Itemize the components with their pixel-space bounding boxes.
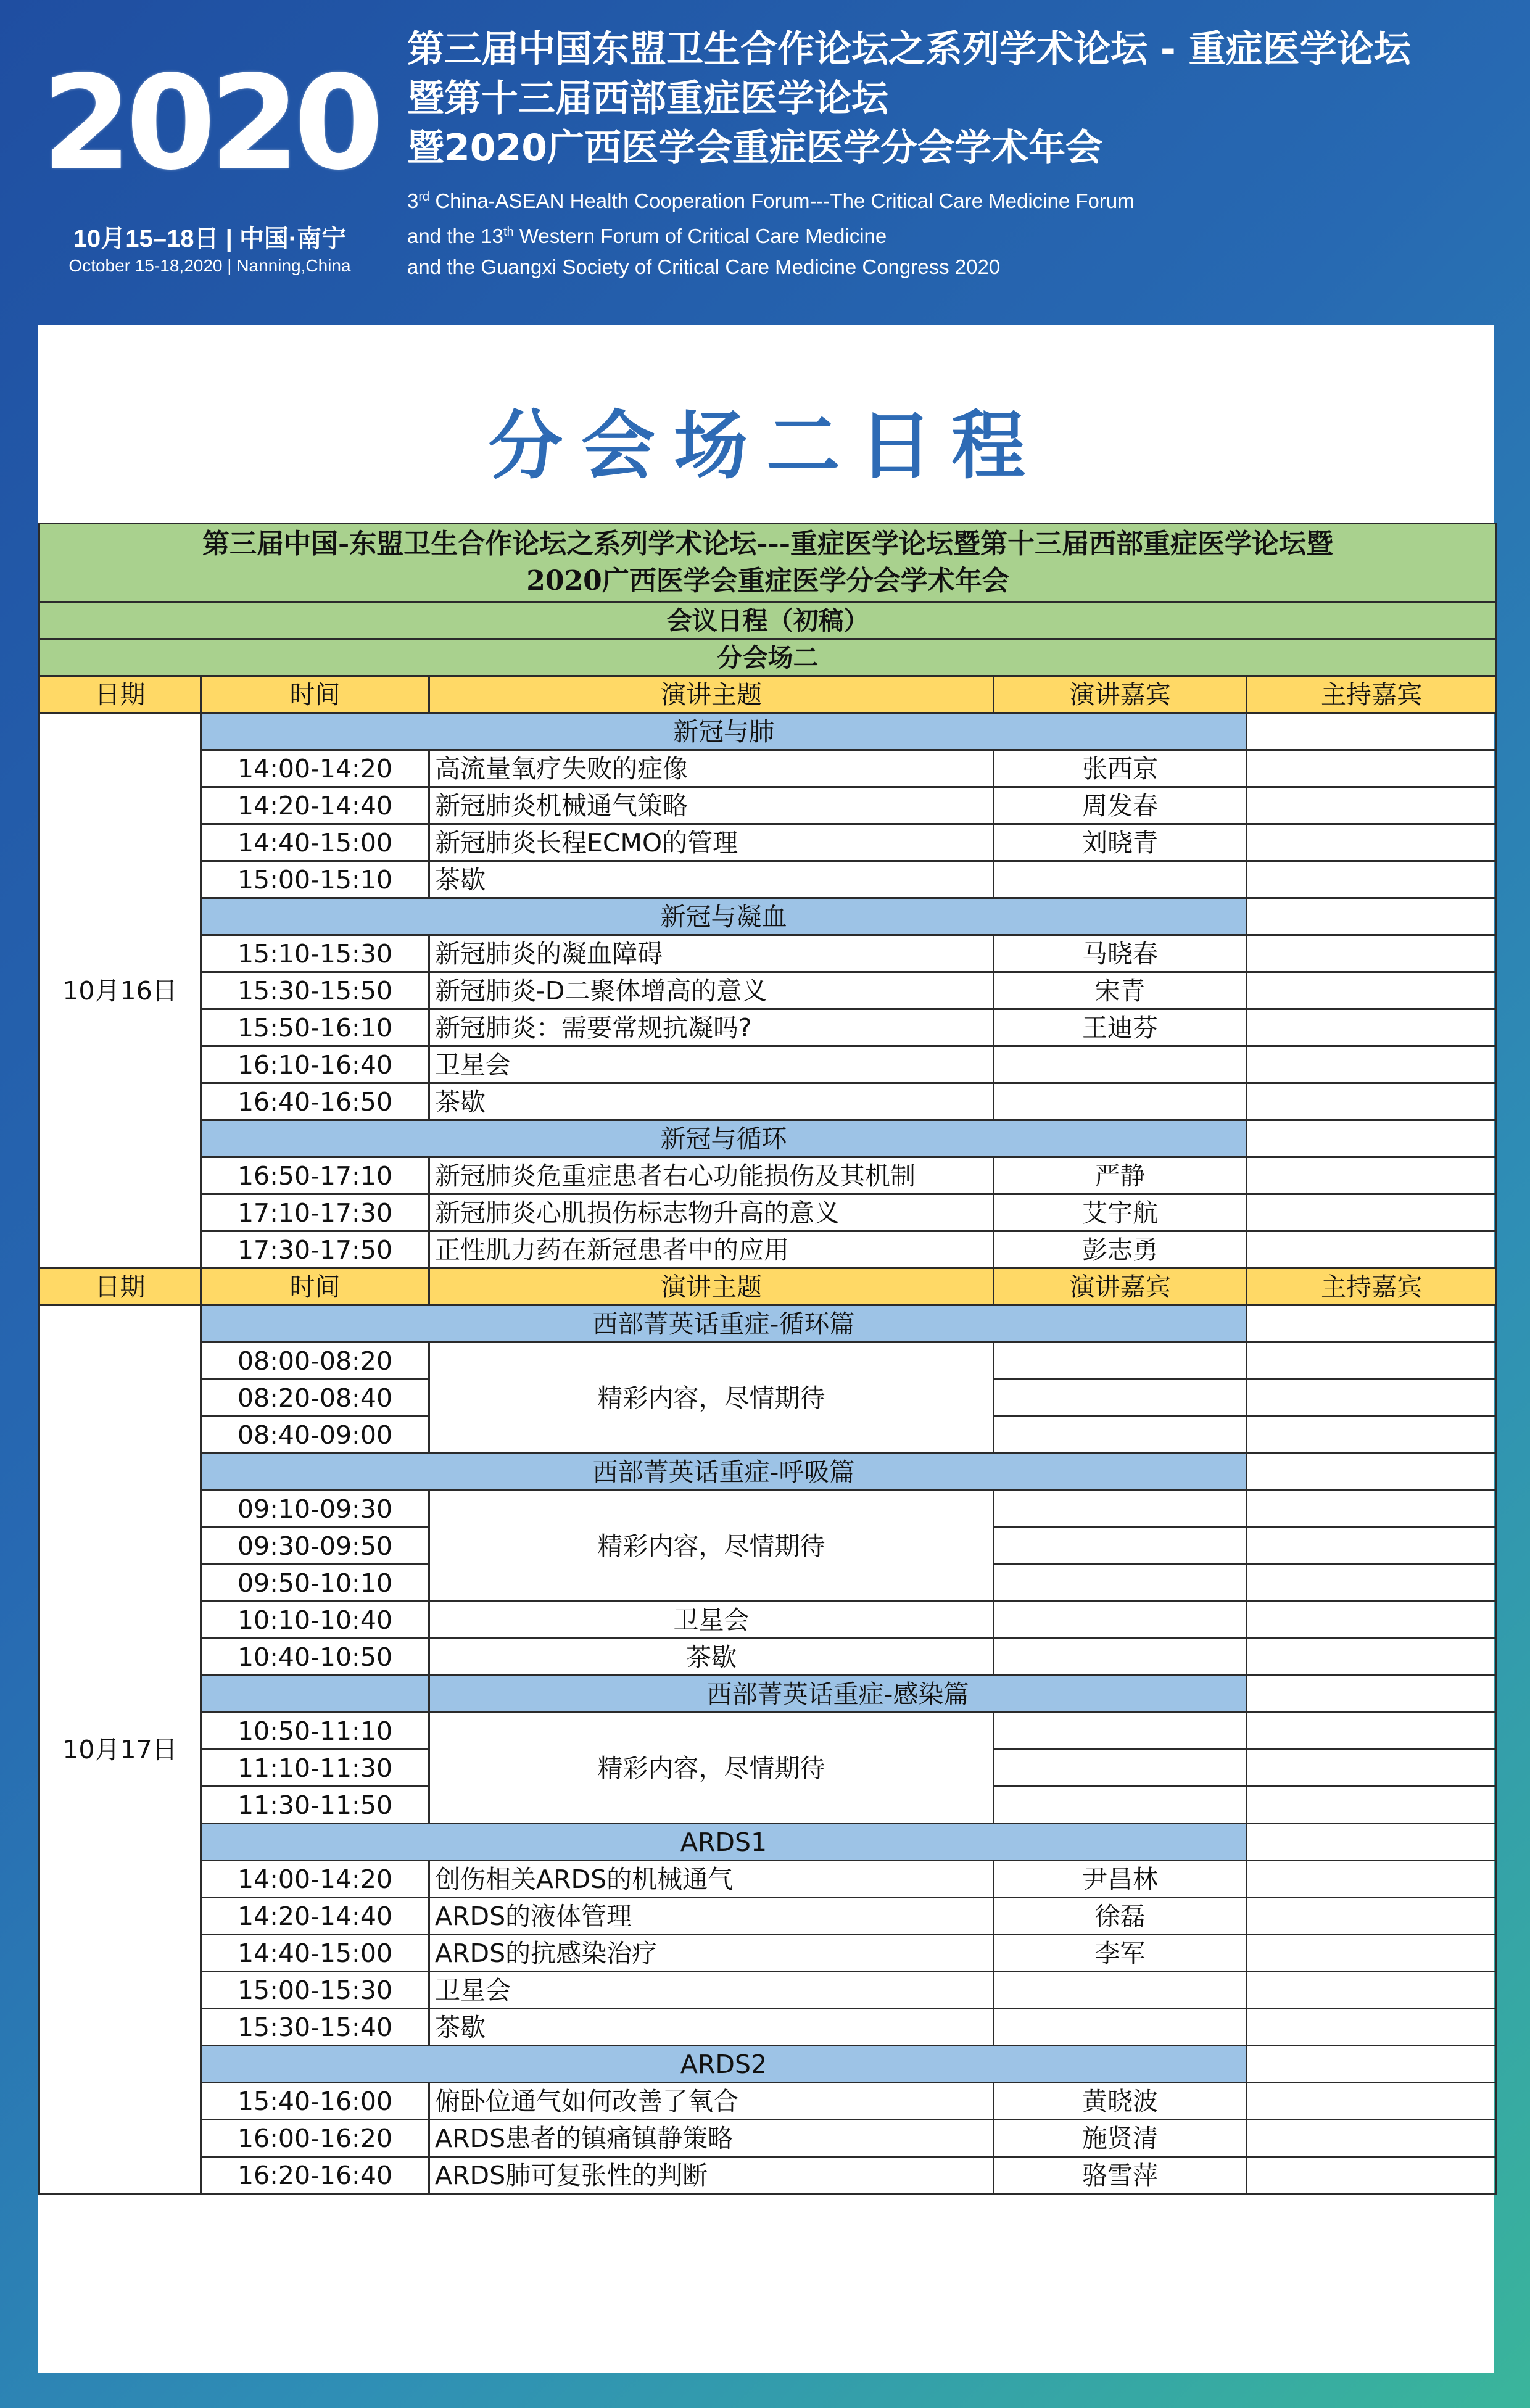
time-cell: 14:00-14:20 (201, 1861, 429, 1898)
time-cell: 14:00-14:20 (201, 750, 429, 787)
time-cell: 14:20-14:40 (201, 787, 429, 824)
host-cell (1247, 1639, 1497, 1676)
host-cell (1247, 1861, 1497, 1898)
topic-cell: 新冠肺炎长程ECMO的管理 (429, 824, 994, 861)
table-row (39, 2157, 1497, 2194)
page-title: 分会场二日程 (489, 402, 1044, 489)
col-host: 主持嘉宾 (1247, 676, 1497, 713)
host-cell (1247, 861, 1497, 898)
speaker-cell (994, 1417, 1247, 1454)
time-cell: 11:30-11:50 (201, 1787, 429, 1824)
topic-cell: ARDS肺可复张性的判断 (429, 2157, 994, 2194)
schedule-table (38, 523, 1497, 2195)
topic-cell: ARDS的抗感染治疗 (429, 1935, 994, 1972)
col-time: 时间 (201, 1268, 429, 1305)
logo-dates-cn: 10月15–18日 | 中国·南宁 (73, 225, 347, 252)
topic-cell: 新冠肺炎机械通气策略 (429, 787, 994, 824)
host-cell (1247, 1935, 1497, 1972)
host-cell (1247, 898, 1497, 935)
date-cell: 10月16日 (39, 713, 201, 1268)
time-cell: 16:50-17:10 (201, 1157, 429, 1194)
host-cell (1247, 1602, 1497, 1639)
speaker-cell: 宋青 (994, 972, 1247, 1009)
topic-cell: 卫星会 (429, 1972, 994, 2009)
host-cell (1247, 824, 1497, 861)
speaker-cell: 李军 (994, 1935, 1247, 1972)
session-title: 新冠与循环 (201, 1120, 1247, 1157)
session-title: 新冠与凝血 (201, 898, 1247, 935)
speaker-cell (994, 1713, 1247, 1750)
table-row (39, 972, 1497, 1009)
speaker-cell: 艾宇航 (994, 1194, 1247, 1231)
speaker-cell: 张西京 (994, 750, 1247, 787)
host-cell (1247, 1046, 1497, 1083)
topic-cell: 精彩内容，尽情期待 (429, 1713, 994, 1824)
time-cell: 14:40-15:00 (201, 1935, 429, 1972)
time-cell: 15:10-15:30 (201, 935, 429, 972)
host-cell (1247, 2009, 1497, 2046)
time-cell: 17:10-17:30 (201, 1194, 429, 1231)
table-row (39, 1343, 1497, 1380)
logo-year: 2020 (41, 48, 378, 199)
table-row (39, 787, 1497, 824)
title-en-3: and the Guangxi Society of Critical Care Medicine Congress 2020 (407, 255, 1001, 278)
topic-cell: 创伤相关ARDS的机械通气 (429, 1861, 994, 1898)
column-header-row (39, 676, 1497, 713)
col-speaker: 演讲嘉宾 (994, 1268, 1247, 1305)
host-cell (1247, 1528, 1497, 1565)
host-cell (1247, 1972, 1497, 2009)
host-cell (1247, 1750, 1497, 1787)
title-en-2-sup: th (503, 225, 514, 239)
table-row (39, 1491, 1497, 1528)
title-en-1-text: China-ASEAN Health Cooperation Forum---The Critical Care Medicine Forum (429, 189, 1135, 212)
host-cell (1247, 1417, 1497, 1454)
title-en-1-num: 3 (407, 189, 419, 212)
session-title: ARDS1 (201, 1824, 1247, 1861)
host-cell (1247, 750, 1497, 787)
table-row (39, 1713, 1497, 1750)
time-cell: 09:50-10:10 (201, 1565, 429, 1602)
topic-cell: 茶歇 (429, 1639, 994, 1676)
speaker-cell (994, 1565, 1247, 1602)
table-row (39, 1639, 1497, 1676)
speaker-cell: 王迪芬 (994, 1009, 1247, 1046)
venue-row (39, 639, 1497, 676)
speaker-cell: 严静 (994, 1157, 1247, 1194)
time-cell: 17:30-17:50 (201, 1231, 429, 1268)
host-cell (1247, 1787, 1497, 1824)
table-row (39, 1157, 1497, 1194)
speaker-cell (994, 2009, 1247, 2046)
host-cell (1247, 1454, 1497, 1491)
host-cell (1247, 1898, 1497, 1935)
speaker-cell: 刘晓青 (994, 824, 1247, 861)
session-row (39, 1454, 1497, 1491)
col-topic: 演讲主题 (429, 676, 994, 713)
speaker-cell (994, 1491, 1247, 1528)
time-cell: 10:10-10:40 (201, 1602, 429, 1639)
time-cell: 08:40-09:00 (201, 1417, 429, 1454)
table-row (39, 1972, 1497, 2009)
table-row (39, 2083, 1497, 2120)
topic-cell: ARDS患者的镇痛镇静策略 (429, 2120, 994, 2157)
time-cell: 15:00-15:30 (201, 1972, 429, 2009)
topic-cell: 茶歇 (429, 861, 994, 898)
table-row (39, 1009, 1497, 1046)
header (0, 0, 1530, 321)
host-cell (1247, 1824, 1497, 1861)
host-cell (1247, 2157, 1497, 2194)
speaker-cell (994, 1750, 1247, 1787)
col-date: 日期 (39, 1268, 201, 1305)
banner-line-2: 2020广西医学会重症医学分会学术年会 (526, 565, 1009, 597)
table-row (39, 1083, 1497, 1120)
speaker-cell: 彭志勇 (994, 1231, 1247, 1268)
time-cell: 15:00-15:10 (201, 861, 429, 898)
session-row (39, 1824, 1497, 1861)
topic-cell: 新冠肺炎危重症患者右心功能损伤及其机制 (429, 1157, 994, 1194)
title-cn-2: 暨第十三届西部重症医学论坛 (407, 77, 888, 120)
session-title: 西部菁英话重症-感染篇 (429, 1676, 1247, 1713)
table-row (39, 1935, 1497, 1972)
speaker-cell (994, 1972, 1247, 2009)
table-row (39, 1602, 1497, 1639)
time-cell: 10:50-11:10 (201, 1713, 429, 1750)
date-cell: 10月17日 (39, 1305, 201, 2194)
time-cell: 15:40-16:00 (201, 2083, 429, 2120)
speaker-cell: 马晓春 (994, 935, 1247, 972)
logo-dates-en: October 15-18,2020 | Nanning,China (68, 256, 351, 275)
host-cell (1247, 713, 1497, 750)
host-cell (1247, 1157, 1497, 1194)
host-cell (1247, 1009, 1497, 1046)
host-cell (1247, 2046, 1497, 2083)
host-cell (1247, 1676, 1497, 1713)
time-cell: 10:40-10:50 (201, 1639, 429, 1676)
session-row (39, 1120, 1497, 1157)
time-cell: 15:30-15:50 (201, 972, 429, 1009)
table-row (39, 1194, 1497, 1231)
speaker-cell (994, 1380, 1247, 1417)
host-cell (1247, 1343, 1497, 1380)
col-speaker: 演讲嘉宾 (994, 676, 1247, 713)
time-cell: 08:00-08:20 (201, 1343, 429, 1380)
speaker-cell: 黄晓波 (994, 2083, 1247, 2120)
host-cell (1247, 2120, 1497, 2157)
time-cell: 16:20-16:40 (201, 2157, 429, 2194)
topic-cell: 卫星会 (429, 1602, 994, 1639)
table-row (39, 824, 1497, 861)
event-logo (37, 37, 382, 284)
session-title: 新冠与肺 (201, 713, 1247, 750)
session-title: ARDS2 (201, 2046, 1247, 2083)
session-row (39, 713, 1497, 750)
time-cell: 15:30-15:40 (201, 2009, 429, 2046)
host-cell (1247, 935, 1497, 972)
speaker-cell (994, 1602, 1247, 1639)
host-cell (1247, 972, 1497, 1009)
speaker-cell: 徐磊 (994, 1898, 1247, 1935)
session-title: 西部菁英话重症-呼吸篇 (201, 1454, 1247, 1491)
draft-label: 会议日程（初稿） (39, 602, 1497, 639)
table-row (39, 2009, 1497, 2046)
table-row (39, 1861, 1497, 1898)
title-en-2 (407, 217, 1518, 252)
table-row (39, 750, 1497, 787)
host-cell (1247, 1120, 1497, 1157)
session-row (39, 2046, 1497, 2083)
table-row (39, 1231, 1497, 1268)
speaker-cell: 骆雪萍 (994, 2157, 1247, 2194)
host-cell (1247, 1380, 1497, 1417)
time-cell: 16:00-16:20 (201, 2120, 429, 2157)
topic-cell: 茶歇 (429, 1083, 994, 1120)
topic-cell: 高流量氧疗失败的症像 (429, 750, 994, 787)
speaker-cell (994, 1046, 1247, 1083)
topic-cell: 茶歇 (429, 2009, 994, 2046)
table-row (39, 861, 1497, 898)
time-cell: 08:20-08:40 (201, 1380, 429, 1417)
host-cell (1247, 1231, 1497, 1268)
host-cell (1247, 2083, 1497, 2120)
speaker-cell (994, 1787, 1247, 1824)
speaker-cell: 周发春 (994, 787, 1247, 824)
col-host: 主持嘉宾 (1247, 1268, 1497, 1305)
session-row (39, 1305, 1497, 1343)
speaker-cell (994, 861, 1247, 898)
host-cell (1247, 1194, 1497, 1231)
table-row (39, 1046, 1497, 1083)
topic-cell: 精彩内容，尽情期待 (429, 1343, 994, 1454)
table-row (39, 935, 1497, 972)
topic-cell: 俯卧位通气如何改善了氧合 (429, 2083, 994, 2120)
time-cell: 16:10-16:40 (201, 1046, 429, 1083)
topic-cell: 新冠肺炎的凝血障碍 (429, 935, 994, 972)
time-cell: 15:50-16:10 (201, 1009, 429, 1046)
speaker-cell: 尹昌林 (994, 1861, 1247, 1898)
time-cell: 09:10-09:30 (201, 1491, 429, 1528)
title-en-1 (407, 181, 1518, 217)
schedule-card (38, 325, 1494, 2373)
topic-cell: 新冠肺炎-D二聚体增高的意义 (429, 972, 994, 1009)
speaker-cell: 施贤清 (994, 2120, 1247, 2157)
topic-cell: 新冠肺炎：需要常规抗凝吗? (429, 1009, 994, 1046)
host-cell (1247, 1565, 1497, 1602)
time-cell: 11:10-11:30 (201, 1750, 429, 1787)
banner-row (39, 524, 1497, 602)
draft-row (39, 602, 1497, 639)
session-title: 西部菁英话重症-循环篇 (201, 1305, 1247, 1343)
event-titles (407, 25, 1518, 283)
title-en-2-text: Western Forum of Critical Care Medicine (513, 225, 887, 247)
title-en-2-num: and the 13 (407, 225, 503, 247)
speaker-cell (994, 1528, 1247, 1565)
host-cell (1247, 787, 1497, 824)
column-header-row (39, 1268, 1497, 1305)
time-cell: 09:30-09:50 (201, 1528, 429, 1565)
table-row (39, 2120, 1497, 2157)
title-en-1-sup: rd (418, 190, 430, 204)
topic-cell: ARDS的液体管理 (429, 1898, 994, 1935)
session-time-blank (201, 1676, 429, 1713)
venue-label: 分会场二 (39, 639, 1497, 676)
time-cell: 16:40-16:50 (201, 1083, 429, 1120)
topic-cell: 新冠肺炎心肌损伤标志物升高的意义 (429, 1194, 994, 1231)
host-cell (1247, 1491, 1497, 1528)
title-cn-1: 第三届中国东盟卫生合作论坛之系列学术论坛 - 重症医学论坛 (407, 28, 1411, 71)
host-cell (1247, 1083, 1497, 1120)
speaker-cell (994, 1343, 1247, 1380)
banner-line-1: 第三届中国-东盟卫生合作论坛之系列学术论坛---重症医学论坛暨第十三届西部重症医学论坛暨 (202, 528, 1334, 560)
col-time: 时间 (201, 676, 429, 713)
speaker-cell (994, 1639, 1247, 1676)
topic-cell: 正性肌力药在新冠患者中的应用 (429, 1231, 994, 1268)
topic-cell: 精彩内容，尽情期待 (429, 1491, 994, 1602)
speaker-cell (994, 1083, 1247, 1120)
session-row (39, 1676, 1497, 1713)
col-date: 日期 (39, 676, 201, 713)
session-row (39, 898, 1497, 935)
table-row (39, 1898, 1497, 1935)
col-topic: 演讲主题 (429, 1268, 994, 1305)
title-cn-3: 暨2020广西医学会重症医学分会学术年会 (407, 126, 1102, 170)
host-cell (1247, 1713, 1497, 1750)
time-cell: 14:20-14:40 (201, 1898, 429, 1935)
host-cell (1247, 1305, 1497, 1343)
banner-title (39, 524, 1497, 602)
time-cell: 14:40-15:00 (201, 824, 429, 861)
topic-cell: 卫星会 (429, 1046, 994, 1083)
